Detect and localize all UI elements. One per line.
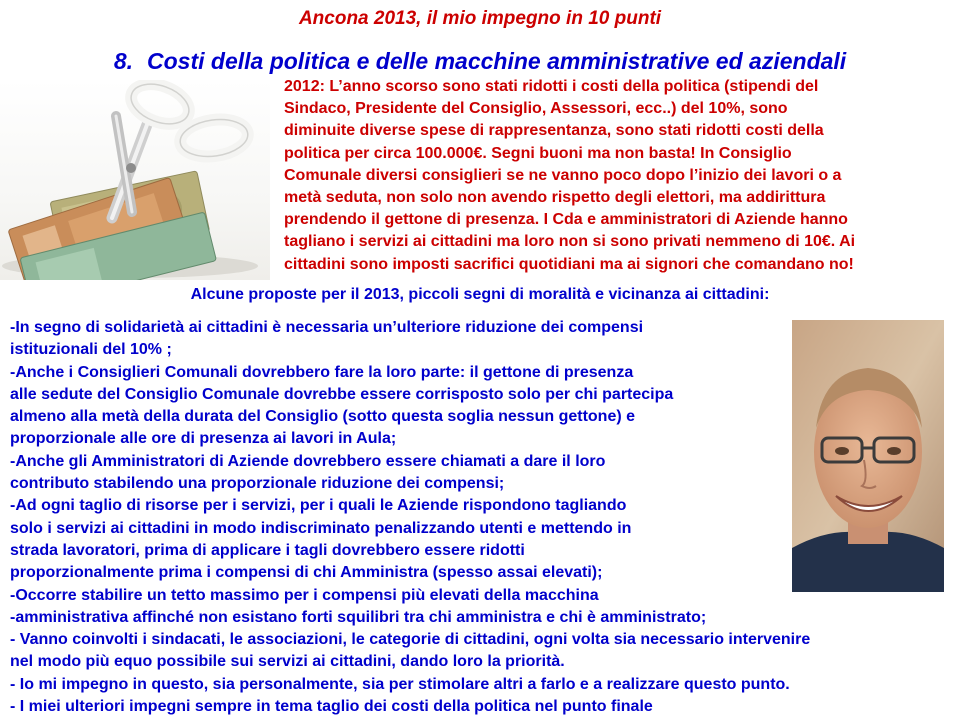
proposal-line: strada lavoratori, prima di applicare i tagli dovrebbero essere ridotti [10,541,525,559]
intro-paragraph [284,76,952,276]
proposal-line: -Ad ogni taglio di risorse per i servizi, per i quali le Aziende rispondono tagliando [10,497,627,515]
intro-line: diminuite diverse spese di rappresentanza, sono stati ridotti costi della [284,122,824,140]
section-heading [0,48,960,75]
proposal-line: alle sedute del Consiglio Comunale dovrebbe essere corrisposto solo per chi partecipa [10,385,674,403]
proposal-line: -Anche i Consiglieri Comunali dovrebbero fare la loro parte: il gettone di presenza [10,363,634,381]
proposal-item [10,629,950,674]
intro-line: Sindaco, Presidente del Consiglio, Assessori, ecc..) del 10%, sono [284,100,788,118]
proposal-line: -Anche gli Amministratori di Aziende dovrebbero essere chiamati a dare il loro [10,452,606,470]
proposal-line: -In segno di solidarietà ai cittadini è necessaria un’ulteriore riduzione dei compensi [10,319,644,336]
intro-line: metà seduta, non solo non avendo rispetto degli elettori, ma addirittura [284,189,826,207]
proposal-item [10,696,950,718]
slide-title: Ancona 2013, il mio impegno in 10 punti [298,8,662,29]
section-title: Costi della politica e delle macchine amministrative ed aziendali [147,48,847,74]
proposal-line: istituzionali del 10% ; [10,341,172,359]
section-number: 8. [113,48,133,74]
intro-line: prendendo il gettone di presenza. I Cda e amministratori di Aziende hanno [284,211,848,229]
proposals-subheading: Alcune proposte per il 2013, piccoli segni di moralità e vicinanza ai cittadini: [190,286,770,303]
proposal-line: - Io mi impegno in questo, sia personalmente, sia per stimolare altri a farlo e a realizzare questo punto. [10,675,790,693]
proposal-line: contributo stabilendo una proporzionale riduzione dei compensi; [10,475,505,493]
proposal-line: - Vanno coinvolti i sindacati, le associazioni, le categorie di cittadini, ogni volta sia necessario intervenire [10,631,811,649]
intro-line: cittadini sono imposti sacrifici quotidiani ma ai signori che comandano no! [284,255,854,273]
scissors-euro-image [0,80,270,280]
proposal-line: proporzionalmente prima i compensi di chi Amministra (spesso assai elevati); [10,564,603,582]
proposal-line: -amministrativa affinché non esistano forti squilibri tra chi amministra e chi è amministrato; [10,608,707,626]
proposal-line: proporzionale alle ore di presenza ai lavori in Aula; [10,430,397,448]
proposal-line: nel modo più equo possibile sui servizi ai cittadini, dando loro la priorità. [10,653,565,671]
portrait-photo-illustration [792,320,944,592]
candidate-portrait [792,320,944,592]
intro-line: politica per circa 100.000€. Segni buoni ma non basta! In Consiglio [284,144,792,162]
intro-line: tagliano i servizi ai cittadini ma loro non si sono privati nemmeno di 10€. Ai [284,233,856,251]
scissors-cutting-banknotes-illustration [0,80,270,280]
proposal-line: - I miei ulteriori impegni sempre in tema taglio dei costi della politica nel punto finale [10,698,653,716]
intro-line: Comunale diversi consiglieri se ne vanno poco dopo l’inizio dei lavori o a [284,166,842,184]
proposal-item [10,674,950,696]
proposal-line: solo i servizi ai cittadini in modo indiscriminato penalizzando utenti e mettendo in [10,519,632,537]
intro-line: 2012: L’anno scorso sono stati ridotti i costi della politica (stipendi del [284,78,819,95]
proposal-line: almeno alla metà della durata del Consiglio (sotto questa soglia nessun gettone) e [10,408,636,426]
proposal-line: -Occorre stabilire un tetto massimo per i compensi più elevati della macchina [10,586,599,604]
